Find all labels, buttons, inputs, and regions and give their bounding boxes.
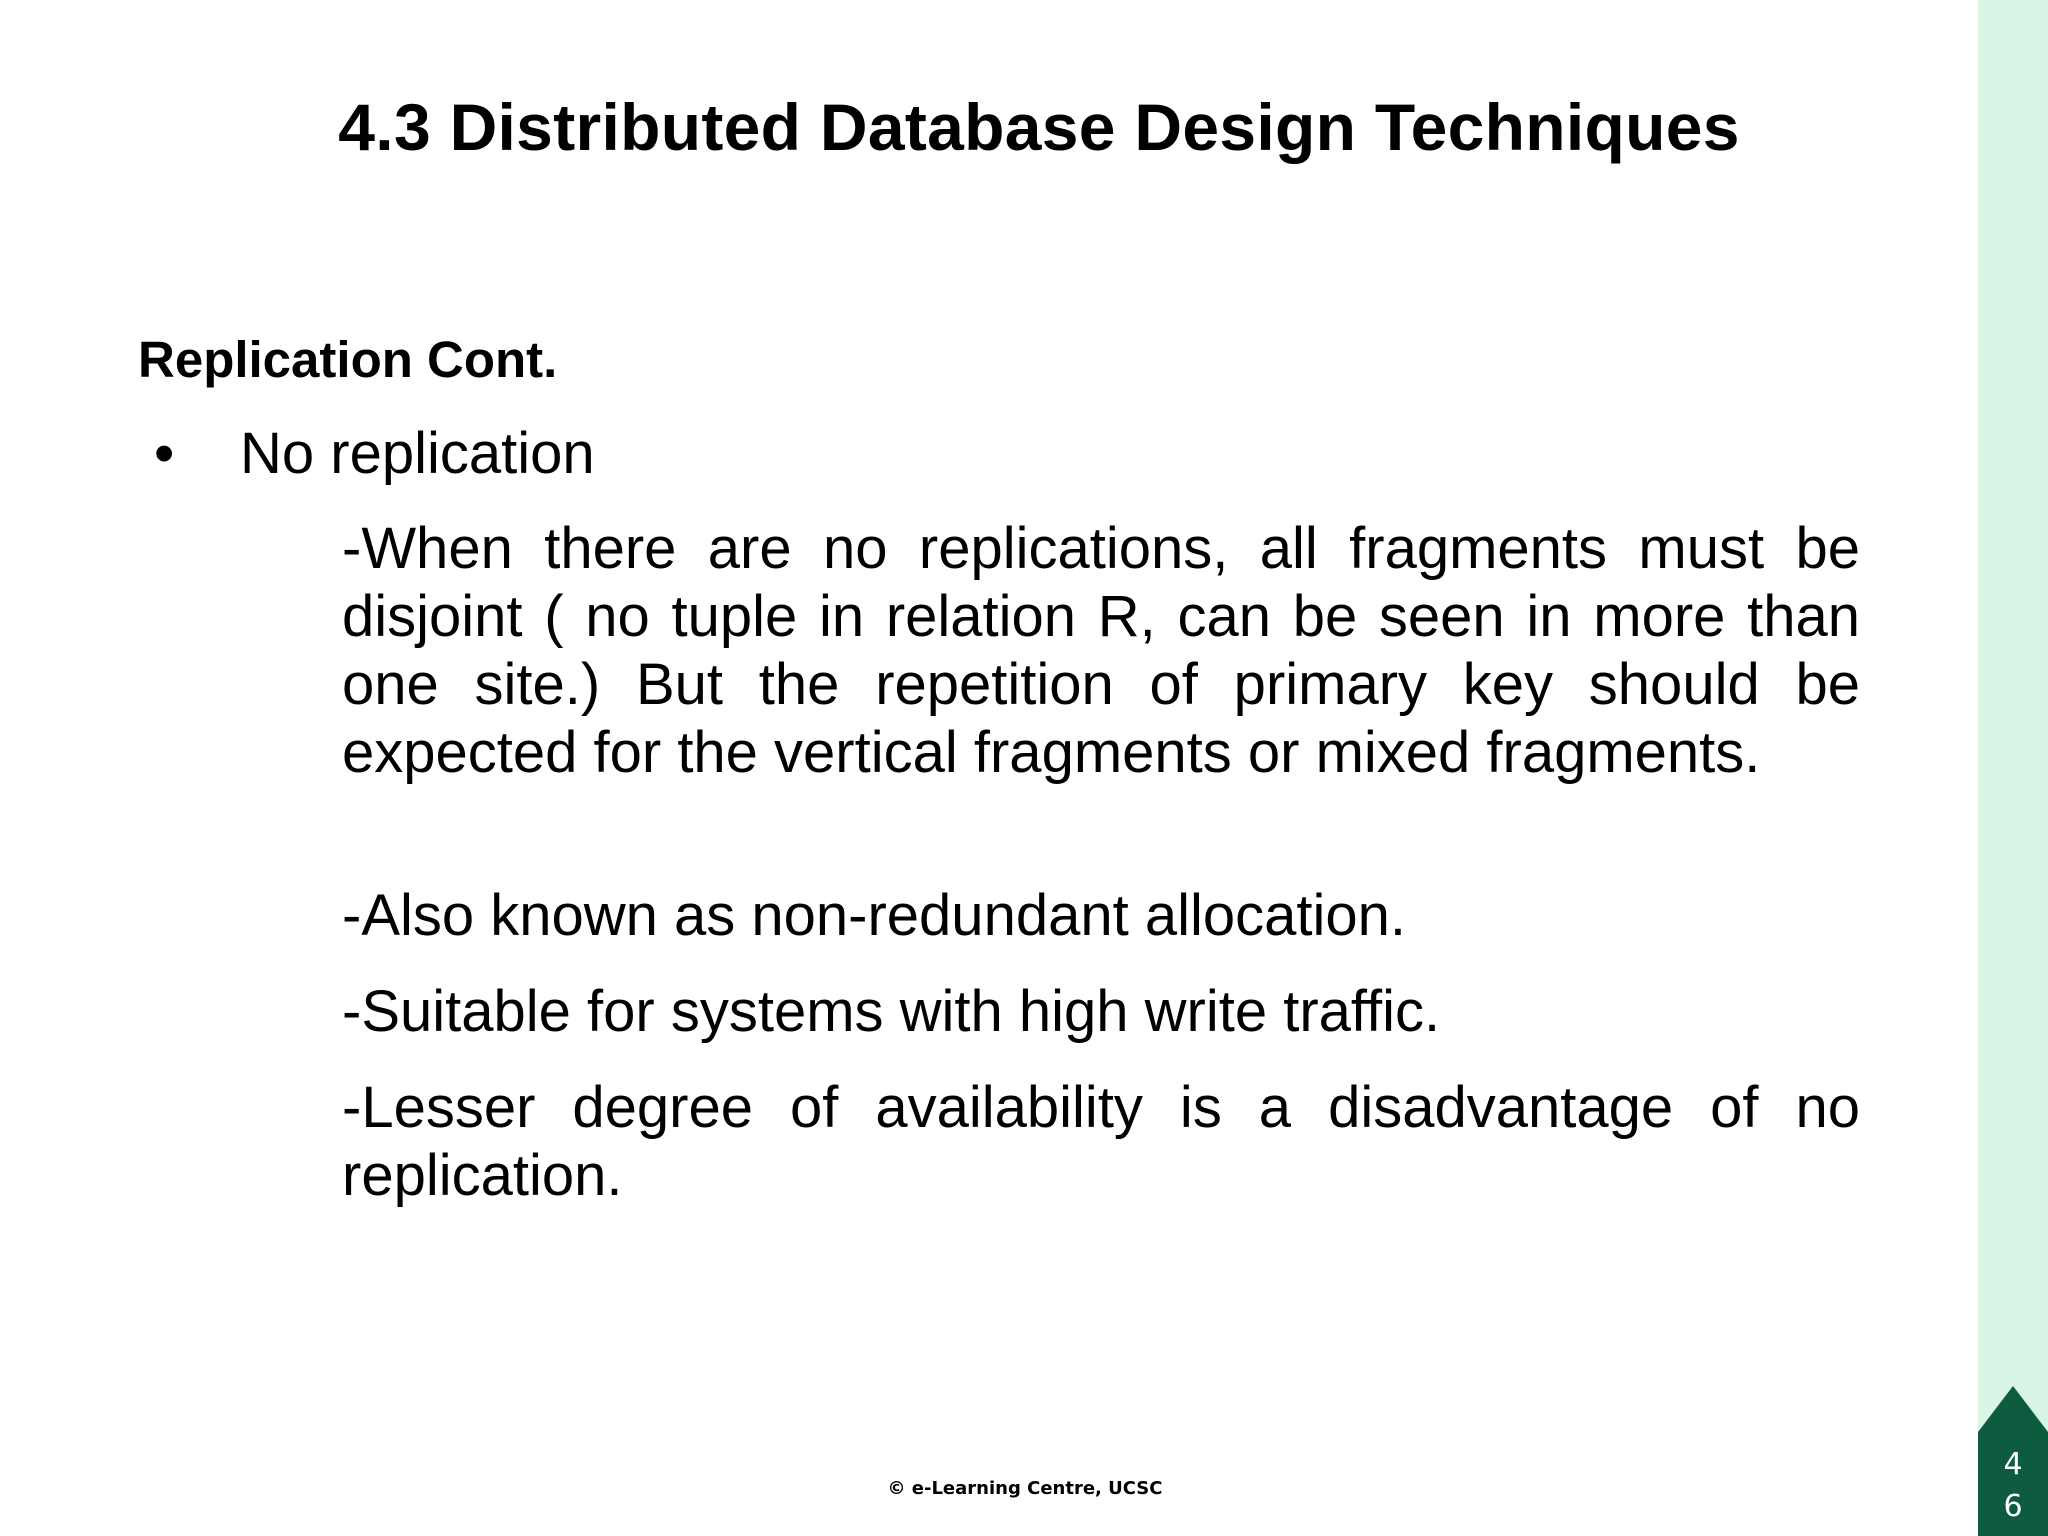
body-paragraph: -Also known as non-redundant allocation.: [342, 883, 1406, 948]
footer-copyright: © e-Learning Centre, UCSC: [887, 1478, 1163, 1499]
body-paragraph: -When there are no replications, all fragments must be disjoint ( no tuple in relation R, can be seen in more than one site.) But the repetition of primary key should be expected for the vertical fragments or mixed fragments.: [342, 516, 1860, 785]
body-paragraph: -Suitable for systems with high write traffic.: [342, 979, 1441, 1044]
section-subheading: Replication Cont.: [138, 331, 558, 388]
bullet-text: No replication: [240, 421, 595, 486]
page-number: 46: [2003, 1447, 2023, 1524]
right-accent-band: [1978, 0, 2048, 1536]
bullet-item: [154, 416, 1854, 492]
body-paragraph: -Lesser degree of availability is a disadvantage of no replication.: [342, 1075, 1860, 1208]
slide-title: 4.3 Distributed Database Design Techniques: [338, 90, 1740, 164]
page-number-badge: [1978, 1386, 2048, 1536]
slide-title-container: [0, 84, 2048, 170]
footer-container: [0, 1476, 2048, 1502]
bullet-symbol: •: [154, 421, 175, 486]
